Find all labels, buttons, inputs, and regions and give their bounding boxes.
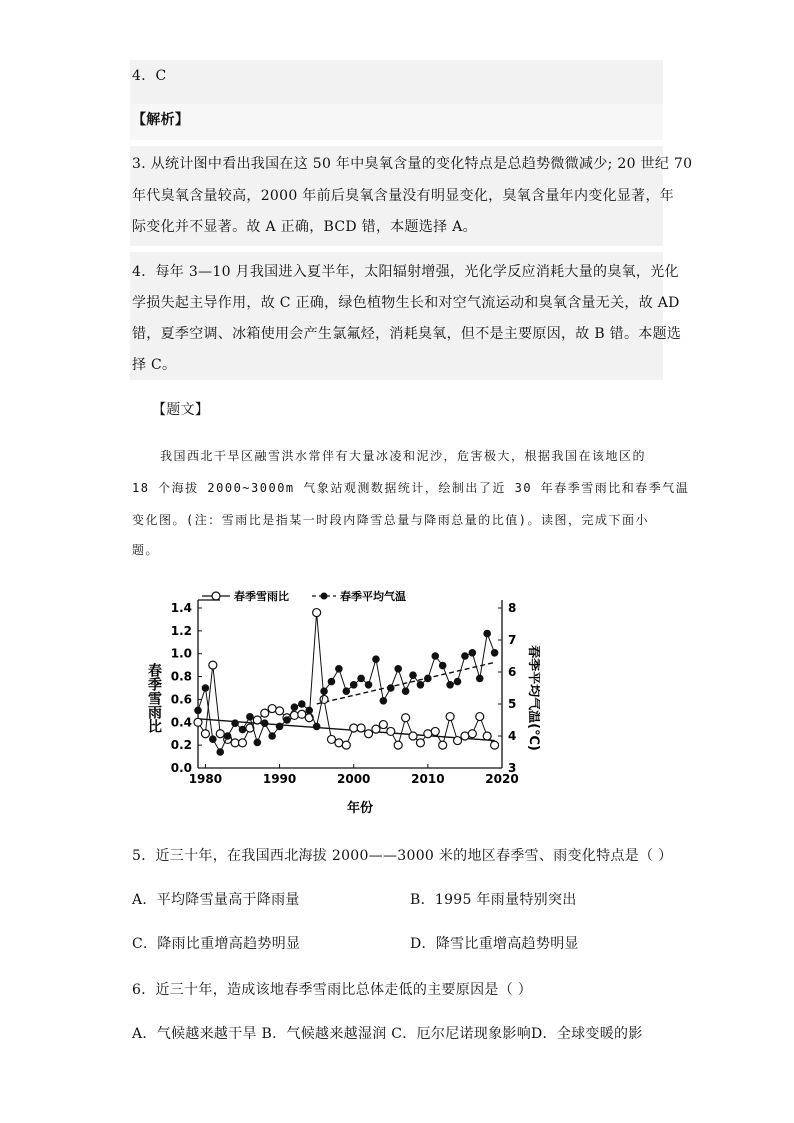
point-temp — [387, 684, 395, 692]
point-ratio — [379, 721, 387, 729]
point-ratio — [298, 710, 306, 718]
point-temp — [194, 707, 202, 715]
y-left-tick-label: 0.8 — [170, 669, 192, 684]
q4-analysis-line: 错，夏季空调、冰箱使用会产生氯氟烃，消耗臭氧，但不是主要原因，故 B 错。本题选 — [132, 326, 682, 342]
point-temp — [291, 703, 299, 711]
point-ratio — [350, 724, 358, 732]
answer-block-bg — [130, 60, 663, 104]
point-temp — [320, 687, 328, 695]
x-tick-label: 2000 — [337, 772, 371, 786]
y-right-tick-label: 3 — [508, 761, 517, 775]
series-line-ratio — [198, 613, 495, 746]
question-6-options[interactable]: A．气候越来越干旱 B．气候越来越湿润 C．厄尔尼诺现象影响D．全球变暖的影 — [132, 1026, 643, 1042]
point-temp — [454, 678, 462, 686]
x-axis-label: 年份 — [346, 801, 374, 816]
point-temp — [202, 684, 210, 692]
point-temp — [305, 707, 313, 715]
point-ratio — [409, 732, 417, 740]
point-temp — [469, 649, 477, 657]
y-left-tick-label: 1.4 — [170, 601, 192, 615]
question-5-stem: 5．近三十年，在我国西北海拔 2000——3000 米的地区春季雪、雨变化特点是（ ） — [132, 848, 673, 864]
x-tick-label: 2020 — [485, 772, 519, 786]
y-right-tick-label: 5 — [508, 697, 517, 711]
point-ratio — [402, 714, 410, 722]
chart-svg — [140, 578, 540, 828]
point-temp — [394, 665, 402, 673]
point-temp — [335, 665, 343, 673]
point-temp — [239, 726, 247, 734]
legend-marker-temp — [321, 593, 328, 600]
answer-line: 4．C — [132, 68, 167, 84]
analysis-label: 【解析】 — [132, 112, 190, 128]
point-ratio — [261, 709, 269, 717]
legend-marker-ratio — [212, 592, 220, 600]
point-temp — [268, 732, 276, 740]
q3-analysis-line: 年代臭氧含量较高，2000 年前后臭氧含量没有明显变化，臭氧含量年内变化显著，年 — [132, 188, 675, 204]
x-tick-label: 1990 — [262, 772, 297, 786]
point-ratio — [209, 661, 217, 669]
y-left-tick-label: 0.0 — [170, 761, 192, 775]
point-temp — [350, 681, 358, 689]
passage-line: 题。 — [132, 543, 160, 557]
point-temp — [328, 678, 336, 686]
question-5-option-d[interactable]: D．降雪比重增高趋势明显 — [410, 936, 579, 952]
q4-analysis-line: 学损失起主导作用，故 C 正确，绿色植物生长和对空气流运动和臭氧含量无关，故 AD — [132, 295, 680, 311]
question-5-option-b[interactable]: B．1995 年雨量特别突出 — [410, 892, 577, 908]
point-ratio — [491, 741, 499, 749]
point-ratio — [483, 732, 491, 740]
y-left-label: 春季雪雨比 — [146, 663, 162, 733]
x-tick-label: 2010 — [411, 772, 445, 786]
point-temp — [283, 716, 291, 724]
point-ratio — [365, 730, 373, 738]
point-temp — [224, 732, 232, 740]
point-ratio — [194, 718, 202, 726]
y-right-tick-label: 7 — [508, 633, 517, 647]
point-temp — [246, 713, 254, 721]
question-5-option-a[interactable]: A．平均降雪量高于降雨量 — [132, 892, 300, 908]
point-temp — [439, 662, 447, 670]
point-temp — [380, 697, 388, 705]
question-6-stem: 6．近三十年，造成该地春季雪雨比总体走低的主要原因是（ ） — [132, 982, 533, 998]
point-temp — [254, 739, 262, 747]
q3-analysis-line: 际变化并不显著。故 A 正确，BCD 错，本题选择 A。 — [132, 219, 477, 235]
point-ratio — [201, 730, 209, 738]
legend-label-temp: 春季平均气温 — [340, 590, 406, 603]
y-left-tick-label: 0.6 — [170, 692, 192, 707]
point-temp — [476, 675, 484, 683]
point-temp — [261, 719, 269, 727]
point-temp — [276, 723, 284, 731]
y-right-tick-label: 4 — [508, 729, 517, 743]
y-left-tick-label: 1.0 — [170, 646, 192, 661]
point-ratio — [253, 716, 261, 724]
point-ratio — [439, 741, 447, 749]
point-temp — [298, 700, 306, 708]
analysis-label-bg — [130, 104, 663, 140]
point-ratio — [276, 707, 284, 715]
point-temp — [446, 681, 454, 689]
legend-label-ratio: 春季雪雨比 — [234, 590, 289, 603]
passage-line: 我国西北干旱区融雪洪水常伴有大量冰凌和泥沙，危害极大，根据我国在该地区的 — [160, 449, 647, 463]
point-ratio — [431, 727, 439, 735]
point-ratio — [327, 735, 335, 743]
point-ratio — [424, 730, 432, 738]
q4-analysis-line: 择 C。 — [132, 357, 177, 373]
point-ratio — [476, 713, 484, 721]
point-temp — [424, 675, 432, 683]
point-temp — [461, 652, 469, 660]
point-temp — [357, 675, 365, 683]
q4-analysis-line: 4．每年 3—10 月我国进入夏半年，太阳辐射增强，光化学反应消耗大量的臭氧，光化 — [132, 264, 679, 280]
question-5-option-c[interactable]: C．降雨比重增高趋势明显 — [132, 936, 301, 952]
point-ratio — [238, 739, 246, 747]
point-ratio — [313, 609, 321, 617]
q3-analysis-line: 3. 从统计图中看出我国在这 50 年中臭氧含量的变化特点是总趋势微微减少; 20 世纪 70 — [132, 156, 693, 172]
point-temp — [209, 735, 217, 743]
point-ratio — [461, 732, 469, 740]
y-right-label: 春季平均气温(℃) — [526, 645, 540, 751]
point-ratio — [357, 724, 365, 732]
point-temp — [231, 719, 239, 727]
point-ratio — [394, 741, 402, 749]
point-ratio — [387, 727, 395, 735]
point-temp — [402, 687, 410, 695]
point-temp — [313, 723, 321, 731]
point-ratio — [468, 730, 476, 738]
point-temp — [431, 652, 439, 660]
y-left-tick-label: 0.4 — [170, 715, 192, 730]
passage-label: 【题文】 — [152, 402, 210, 418]
y-left-tick-label: 0.2 — [170, 738, 192, 753]
point-ratio — [216, 730, 224, 738]
passage-line: 18 个海拔 2000~3000m 气象站观测数据统计，绘制出了近 30 年春季雪雨比和春季气温 — [132, 481, 690, 495]
y-right-tick-label: 8 — [508, 601, 517, 615]
x-tick-label: 1980 — [188, 772, 223, 786]
point-ratio — [416, 739, 424, 747]
point-temp — [491, 649, 499, 657]
point-ratio — [335, 739, 343, 747]
chart-series — [194, 609, 499, 756]
point-temp — [483, 630, 491, 638]
y-right-tick-label: 6 — [508, 665, 517, 679]
point-temp — [372, 655, 380, 663]
y-left-tick-label: 1.2 — [170, 623, 192, 638]
snow-rain-temp-chart — [140, 578, 540, 828]
point-ratio — [342, 741, 350, 749]
point-temp — [417, 681, 425, 689]
point-ratio — [446, 713, 454, 721]
point-temp — [342, 687, 350, 695]
point-ratio — [372, 725, 380, 733]
point-temp — [365, 681, 373, 689]
point-temp — [409, 671, 417, 679]
point-ratio — [454, 737, 462, 745]
point-ratio — [305, 714, 313, 722]
passage-line: 变化图。(注：雪雨比是指某一时段内降雪总量与降雨总量的比值)。读图，完成下面小 — [132, 513, 649, 527]
point-ratio — [231, 739, 239, 747]
point-ratio — [268, 705, 276, 713]
point-temp — [216, 748, 224, 756]
